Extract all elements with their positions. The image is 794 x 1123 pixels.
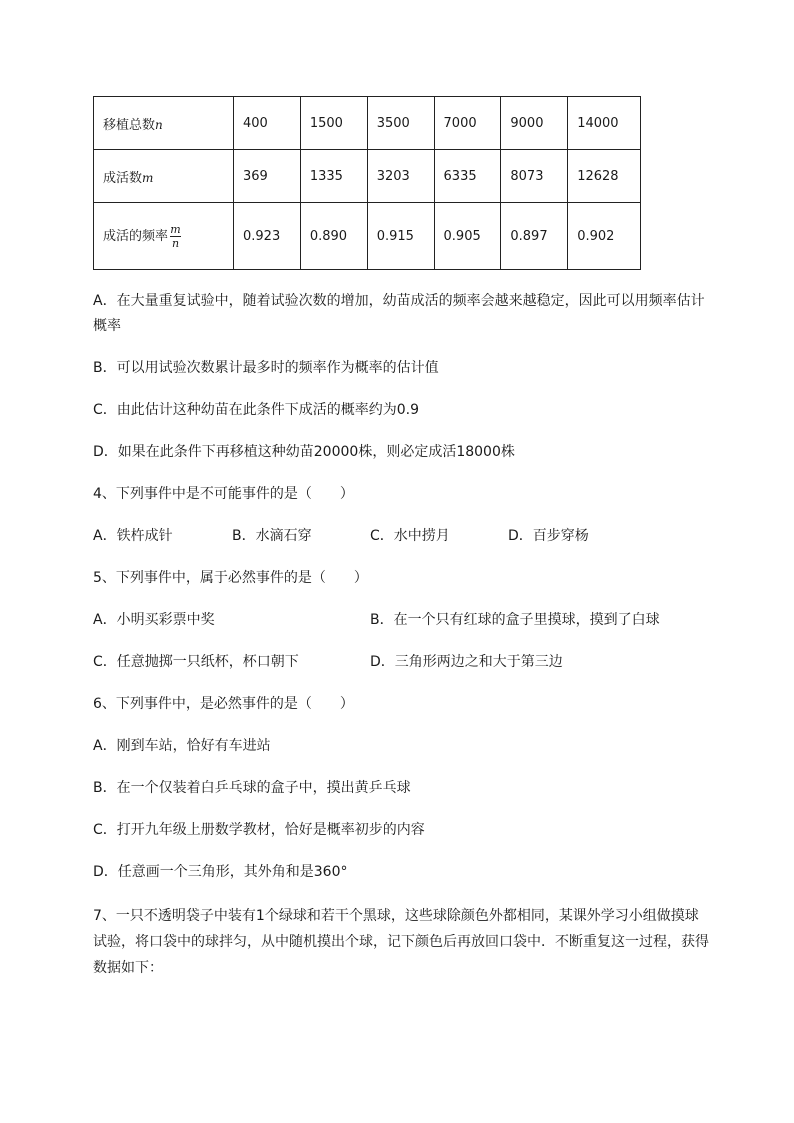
table-cell: 0.902 (568, 203, 641, 270)
table-cell: 369 (234, 150, 301, 203)
q3-option-b: B．可以用试验次数累计最多时的频率作为概率的估计值 (93, 360, 439, 376)
table-row (94, 150, 641, 203)
table-row (94, 97, 641, 150)
table-cell: 6335 (434, 150, 501, 203)
q4-option-c: C．水中捞月 (370, 528, 450, 544)
row-header: 成活的频率 $\frac{m}{n}$ (94, 203, 234, 270)
row-header: 移植总数n (94, 97, 234, 150)
q3-option-a-line2: 概率 (93, 318, 121, 334)
table-cell: 9000 (501, 97, 568, 150)
table-cell: 0.897 (501, 203, 568, 270)
table-cell: 0.905 (434, 203, 501, 270)
q4-stem: 4、下列事件中是不可能事件的是（ ） (93, 486, 354, 502)
table-cell: 1500 (300, 97, 367, 150)
table-cell: 12628 (568, 150, 641, 203)
q7-stem-line3: 数据如下： (93, 960, 163, 976)
q6-option-a: A．刚到车站，恰好有车进站 (93, 738, 271, 754)
table-cell: 0.923 (234, 203, 301, 270)
q5-option-a: A．小明买彩票中奖 (93, 612, 215, 628)
table-cell: 3500 (367, 97, 434, 150)
q7-stem-line1: 7、一只不透明袋子中装有1个绿球和若干个黑球，这些球除颜色外都相同，某课外学习小组做摸球 (93, 908, 699, 924)
q3-option-c: C．由此估计这种幼苗在此条件下成活的概率约为0.9 (93, 402, 420, 418)
q6-stem: 6、下列事件中，是必然事件的是（ ） (93, 696, 354, 712)
table-cell: 3203 (367, 150, 434, 203)
table-cell: 0.915 (367, 203, 434, 270)
data-table (93, 96, 641, 270)
table-cell: 8073 (501, 150, 568, 203)
q4-option-d: D．百步穿杨 (508, 528, 589, 544)
q6-option-c: C．打开九年级上册数学教材，恰好是概率初步的内容 (93, 822, 425, 838)
q5-stem: 5、下列事件中，属于必然事件的是（ ） (93, 570, 368, 586)
q3-option-a-line1: A．在大量重复试验中，随着试验次数的增加，幼苗成活的频率会越来越稳定，因此可以用频率估计 (93, 293, 705, 309)
table-cell: 1335 (300, 150, 367, 203)
row-header: 成活数m (94, 150, 234, 203)
table-cell: 7000 (434, 97, 501, 150)
table-row (94, 203, 641, 270)
q6-option-b: B．在一个仅装着白乒乓球的盒子中，摸出黄乒乓球 (93, 780, 411, 796)
q3-option-d: D．如果在此条件下再移植这种幼苗20000株，则必定成活18000株 (93, 444, 515, 460)
q6-option-d: D．任意画一个三角形，其外角和是360° (93, 864, 348, 880)
q5-option-b: B．在一个只有红球的盒子里摸球，摸到了白球 (370, 612, 660, 628)
table-cell: 0.890 (300, 203, 367, 270)
table-cell: 400 (234, 97, 301, 150)
q5-option-d: D．三角形两边之和大于第三边 (370, 654, 563, 670)
q4-option-a: A．铁杵成针 (93, 528, 173, 544)
table-cell: 14000 (568, 97, 641, 150)
q5-option-c: C．任意抛掷一只纸杯，杯口朝下 (93, 654, 299, 670)
q4-option-b: B．水滴石穿 (232, 528, 312, 544)
q7-stem-line2: 试验，将口袋中的球拌匀，从中随机摸出个球，记下颜色后再放回口袋中．不断重复这一过程，获得 (93, 934, 709, 950)
fraction: $\frac{m}{n}$ (170, 222, 181, 250)
